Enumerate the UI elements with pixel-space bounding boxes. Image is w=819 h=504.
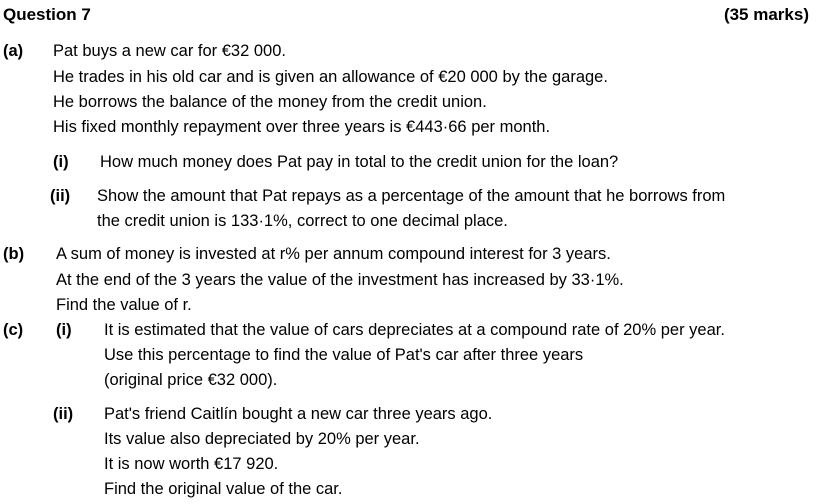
part-a-line-4: His fixed monthly repayment over three years is €443·66 per month. xyxy=(53,118,551,136)
part-c-ii-line-3: It is now worth €17 920. xyxy=(104,455,279,473)
part-c-i-label: (i) xyxy=(56,321,72,339)
part-c-ii-line-1: Pat's friend Caitlín bought a new car three years ago. xyxy=(104,405,493,423)
marks-label: (35 marks) xyxy=(723,5,809,24)
part-a-line-3: He borrows the balance of the money from the credit union. xyxy=(53,93,487,111)
part-a-label: (a) xyxy=(3,42,24,60)
part-c-i-line-1: It is estimated that the value of cars depreciates at a compound rate of 20% per year. xyxy=(104,321,725,339)
part-c-ii-line-2: Its value also depreciated by 20% per year. xyxy=(104,430,420,448)
part-a-i-label: (i) xyxy=(53,153,69,171)
part-a-ii-label: (ii) xyxy=(50,187,71,205)
part-c-i-line-3: (original price €32 000). xyxy=(104,371,278,389)
part-a-line-1: Pat buys a new car for €32 000. xyxy=(53,42,286,60)
part-b-line-2: At the end of the 3 years the value of the investment has increased by 33·1%. xyxy=(56,271,624,289)
part-b-line-3: Find the value of r. xyxy=(56,296,192,314)
part-a-i-text: How much money does Pat pay in total to the credit union for the loan? xyxy=(100,153,619,171)
part-c-ii-line-4: Find the original value of the car. xyxy=(104,480,343,498)
part-b-label: (b) xyxy=(3,245,25,263)
part-a-ii-line-1: Show the amount that Pat repays as a percentage of the amount that he borrows from xyxy=(97,187,726,205)
part-c-label: (c) xyxy=(3,321,24,339)
part-c-ii-label: (ii) xyxy=(53,405,74,423)
part-a-line-2: He trades in his old car and is given an allowance of €20 000 by the garage. xyxy=(53,68,608,86)
question-title: Question 7 xyxy=(3,5,91,24)
part-b-line-1: A sum of money is invested at r% per annum compound interest for 3 years. xyxy=(56,245,611,263)
part-a-ii-line-2: the credit union is 133·1%, correct to one decimal place. xyxy=(97,212,508,230)
part-c-i-line-2: Use this percentage to find the value of Pat's car after three years xyxy=(104,346,584,364)
